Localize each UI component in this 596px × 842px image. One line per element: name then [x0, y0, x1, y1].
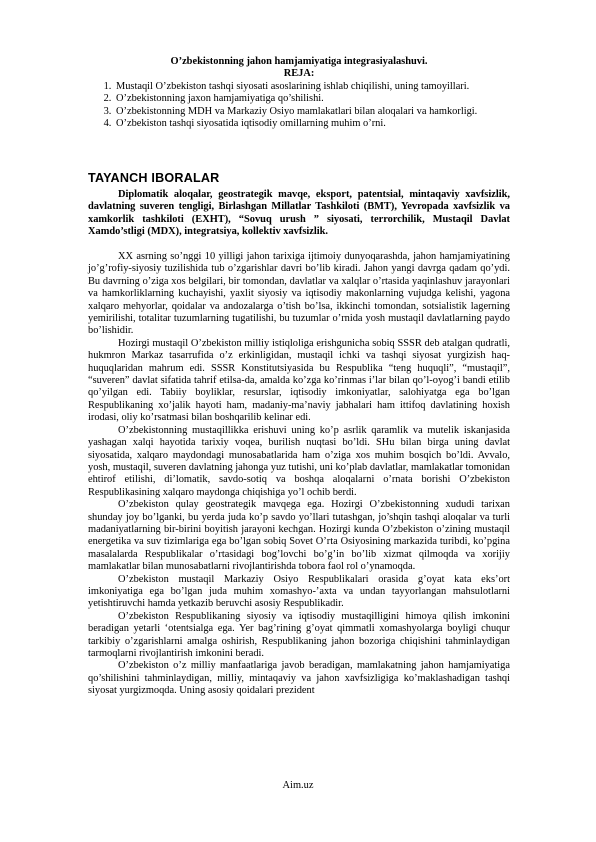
- body-paragraph: O’zbekiston qulay geostrategik mavqega ega. Hozirgi O’zbekistonning xududi tarixan shunday joy bo’lganki, bu yerda juda ko’p savdo yo’llari tutashgan, jo’shqin tashqi aloqalar va turli madaniyatlarning bir-birini boyitish jarayoni kechgan. Hozirgi kunda O’zbekiston o’zining mustaqil energetika va suv tizimlariga ega bo’lgan sobiq Sovet O’rta Osiyosining markazida turibdi, ko’pgina masalalarda Respublikalar o’rtasidagi bog’lovchi bo’g’in bo’lib xizmat qilmoqda va xorijiy mamlakatlar bilan munosabatlarni rivojlantirishda tobora faol rol o’ynamoqda.: [88, 499, 510, 573]
- body-paragraph: O’zbekiston Respublikaning siyosiy va iqtisodiy mustaqilligini himoya qilish imkonini beradigan yetarli ‘otentsialga ega. Yer bag’rining g’oyat qimmatli xomashyolarga boyligi chuqur tarkibiy o’zgarishlarni amalga oshirish, Respublikaning jahon bozoriga chiqishini tahminlaydigan tarmoqlarni rivojlantirish imkonini beradi.: [88, 610, 510, 659]
- document-title: O’zbekistonning jahon hamjamiyatiga integrasiyalashuvi.: [170, 56, 428, 67]
- plan-list: [88, 81, 510, 131]
- plan-item: 1. Mustaqil O’zbekiston tashqi siyosati asoslarining ishlab chiqilishi, uning tamoyillari.: [114, 81, 510, 93]
- section-heading: TAYANCH IBORALAR: [88, 170, 220, 185]
- keywords-paragraph: Diplomatik aloqalar, geostrategik mavqe, eksport, patentsial, mintaqaviy xavfsizlik, davlatning suveren tengligi, Birlashgan Millatlar Tashkiloti (BMT), Yevropada xavfsizlik va xamkorlik tashkiloti (EXHT), “Sovuq urush ” siyosati, terrorchilik, Mustaqil Davlat Xamdo’stligi (MDX), integratsiya, kollektiv xavfsizlik.: [88, 188, 510, 238]
- plan-item: 2. O’zbekistonning jaxon hamjamiyatiga qo’shilishi.: [114, 93, 510, 105]
- plan-item: 3. O’zbekistonning MDH va Markaziy Osiyo mamlakatlari bilan aloqalari va hamkorligi.: [114, 106, 510, 118]
- body-paragraph: O’zbekistonning mustaqillikka erishuvi uning ko’p asrlik qaramlik va mutelik iskanjasida yashagan xalqi hayotida tarixiy voqea, burilish nuqtasi bo’ldi. SHu bilan birga uning davlat siyosatida, xalqaro maydondagi munosabatlarida ham o’ziga xos muhim bosqich bo’ldi. Avvalo, yosh, mustaqil, suveren davlatning jahonga yuz tutishi, uni ko’plab davlatlar, mamlakatlar tomonidan ehtirof etilishi, di’lomatik, savdo-sotiq va boshqa aloqalarni o’rnata borishi O’zbekiston Respublikasining xalqaro maydonga chiqishiga yo’l ochib berdi.: [88, 424, 510, 498]
- plan-item: 4. O’zbekiston tashqi siyosatida iqtisodiy omillarning muhim o’rni.: [114, 118, 510, 130]
- body-paragraph: O’zbekiston o’z milliy manfaatlariga javob beradigan, mamlakatning jahon hamjamiyatiga qo’shilishini tahminlaydigan, milliy, mintaqaviy va jahon xavfsizligiga ko’maklashadigan tashqi siyosat yurgizmoqda. Uning asosiy qoidalari prezident: [88, 660, 510, 697]
- plan-heading: REJA:: [283, 68, 315, 79]
- body-paragraph: O’zbekiston mustaqil Markaziy Osiyo Respublikalari orasida g’oyat kata eks’ort imkoniyatiga ega bo’lgan juda muhim xomashyo-’axta va undan tayyorlangan mahsulotlarni yetishtiruvchi hamda yetkazib beruvchi asosiy Respublikadir.: [88, 573, 510, 610]
- body-paragraph: Hozirgi mustaqil O’zbekiston milliy istiqloliga erishgunicha sobiq SSSR deb atalgan qudratli, hukmron Markaz tasarrufida o’z erkinligidan, mustaqil ichki va tashqi siyosat yurgizish haq-huquqlaridan mahrum edi. SSSR Konstitutsiyasida bu Respublika “teng huquqli”, “mustaqil”, “suveren” davlat sifatida tahrif etilsa-da, amalda ko’zga ko’rinmas i’lar bilan qo’l-oyog’i bandi etilib qo’yilgan edi. Tabiiy boyliklar, resurslar, iqtisodiy imkoniyatlar, salohiyatga ega bo’lgan Respublikaning xo’jalik hayoti ham, madaniy-ma’naviy jabhalari ham ittifoq davlatining hoxish irodasi, oliy ko’rsatmasi bilan boshqarilib kelinar edi.: [88, 337, 510, 424]
- page-footer: Aim.uz: [282, 780, 314, 791]
- body-paragraph: XX asrning so’nggi 10 yilligi jahon tarixiga ijtimoiy dunyoqarashda, jahon hamjamiyatining jo’g’rofiy-siyosiy tuzilishida tub o’zgarishlar davri bo’lib kiradi. Jahon yangi davrga qadam qo’ydi. Bu davrning o’ziga xos belgilari, bir tomondan, davlatlar va xalqlar o’rtasida yaqinlashuv jarayonlari va hamkorliklarning kuchayishi, yaxlit siyosiy va iqtisodiy makonlarning vujudga kelishi, yagona xalqaro mehyorlar, qoidalar va andozalarga o’tish bo’lsa, ikkinchi tomondan, sotsialistik lagerning yemirilishi, totalitar tuzumlarning tugatilishi, bu tuzumlar o’rnida yosh mustaqil davlatlarning paydo bo’lishidir.: [88, 251, 510, 337]
- document-page: [88, 56, 510, 698]
